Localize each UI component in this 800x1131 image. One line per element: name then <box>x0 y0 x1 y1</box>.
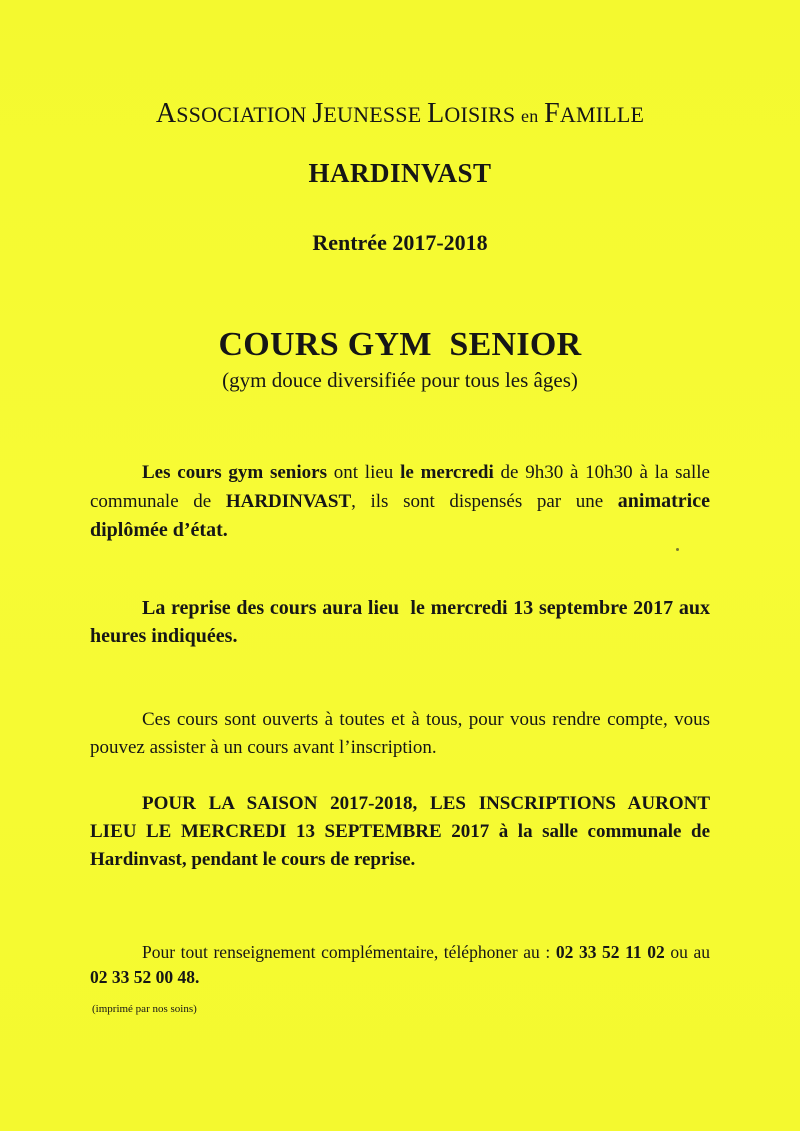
assoc-word-rest: AMILLE <box>559 102 645 127</box>
assoc-word-en: en <box>521 106 539 126</box>
bold-text: Les cours gym seniors <box>142 462 327 483</box>
bold-text: le mercredi <box>400 462 494 483</box>
paragraph-inscriptions <box>90 790 710 874</box>
printed-note: (imprimé par nos soins) <box>92 1003 197 1015</box>
paragraph-schedule <box>90 459 710 545</box>
open-text: Ces cours sont ouverts à toutes et à tous, pour vous rendre compte, vous pouvez assister à un cours avant l’inscription. <box>90 709 710 758</box>
bold-text: HARDINVAST <box>225 491 352 512</box>
text: ont lieu <box>326 462 401 483</box>
course-title: COURS GYM SENIOR <box>218 326 582 363</box>
reprise-text: La reprise des cours aura lieu le mercredi 13 septembre 2017 aux heures indiquées. <box>90 597 715 647</box>
association-name <box>0 98 800 130</box>
course-subtitle: (gym douce diversifiée pour tous les âges) <box>222 368 578 392</box>
paragraph-open <box>90 706 710 762</box>
contact-text: Pour tout renseignement complémentaire, téléphoner au : <box>142 942 556 962</box>
assoc-word-rest: EUNESSE <box>323 102 422 127</box>
inscriptions-text: POUR LA SAISON 2017-2018, LES INSCRIPTIONS AURONT LIEU LE MERCREDI 13 SEPTEMBRE 2017 à la salle communale de Hardinvast, pendant le cours de reprise. <box>90 793 710 870</box>
assoc-word-rest: OISIRS <box>444 102 516 127</box>
phone-number: 02 33 52 00 48. <box>90 967 200 987</box>
paper-speck <box>676 548 679 551</box>
assoc-word-cap: J <box>312 98 324 129</box>
paragraph-reprise <box>90 594 715 650</box>
bold-text: animatrice diplômée d’état. <box>90 490 710 541</box>
assoc-word-cap: A <box>155 98 177 129</box>
text: , ils sont dispensés par une <box>351 491 618 512</box>
phone-number: 02 33 52 11 02 <box>555 942 665 962</box>
assoc-word-cap: F <box>544 98 560 129</box>
contact-text: ou au <box>664 942 710 962</box>
town-title: HARDINVAST <box>308 158 492 188</box>
text: de 9h30 à 10h30 à la salle communale de <box>90 462 710 512</box>
paragraph-contact <box>90 940 710 990</box>
assoc-word-cap: L <box>427 98 445 129</box>
assoc-word-rest: SSOCIATION <box>176 102 307 127</box>
season-title: Rentrée 2017-2018 <box>312 230 488 255</box>
